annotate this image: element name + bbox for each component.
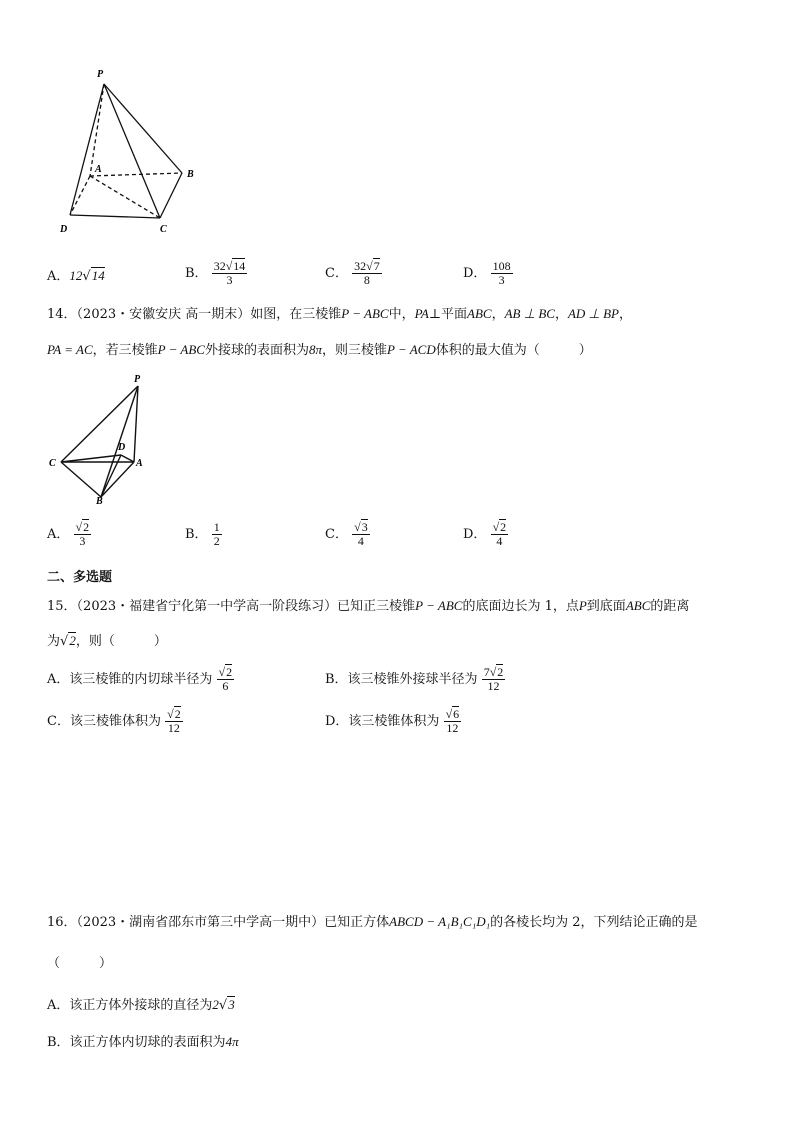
q13-label-c: C: [160, 224, 167, 235]
q13-option-c[interactable]: C． $\frac{32√7}{8}$: [325, 259, 380, 287]
q14-label-b: B: [96, 496, 103, 504]
q14-option-a[interactable]: A． $\frac{√2}{3}$: [47, 520, 90, 548]
q14-label-d: D: [118, 442, 126, 453]
q16-line1: 16．（2023・湖南省邵东市第三中学高一期中）已知正方体ABCD − A₁B₁C₁D₁的各棱长均为 2，下列结论正确的是: [47, 914, 698, 930]
q14-label-p: P: [134, 374, 141, 385]
q14-option-c[interactable]: C． $\frac{√3}{4}$: [325, 520, 368, 548]
q15-line2: 为√2，则（ ）: [47, 633, 167, 649]
q13-label-p: P: [97, 69, 104, 80]
q13-option-d[interactable]: D． $\frac{108}{3}$: [463, 259, 511, 287]
q14-line2: PA = AC，若三棱锥P − ABC外接球的表面积为8π，则三棱锥P − ACD体积的最大值为（ ）: [47, 342, 592, 358]
q16-option-b[interactable]: B．该正方体内切球的表面积为4π: [47, 1034, 239, 1050]
q15-option-b[interactable]: B．该三棱锥外接球半径为 $\frac{7√2}{12}$: [325, 665, 504, 693]
q16-line2: （ ）: [47, 956, 113, 971]
q15-option-d[interactable]: D．该三棱锥体积为 $\frac{√6}{12}$: [325, 707, 460, 735]
q14-label-a: A: [136, 458, 143, 469]
q15-option-c[interactable]: C．该三棱锥体积为 $\frac{√2}{12}$: [47, 707, 181, 735]
q13-label-b: B: [187, 169, 194, 180]
q15-option-a[interactable]: A．该三棱锥的内切球半径为 $\frac{√2}{6}$: [47, 665, 233, 693]
q16-option-a[interactable]: A．该正方体外接球的直径为2√3: [47, 997, 235, 1013]
q13-option-b[interactable]: B． $\frac{32√14}{3}$: [185, 259, 246, 287]
section-heading: 二、多选题: [47, 570, 113, 585]
q13-label-d: D: [60, 224, 68, 235]
q14-figure: [45, 372, 155, 504]
q13-label-a: A: [95, 164, 102, 175]
q14-line1: 14．（2023・安徽安庆 高一期末）如图，在三棱锥P − ABC中，PA⊥平面ABC，AB ⊥ BC，AD ⊥ BP，: [47, 306, 633, 322]
q14-option-b[interactable]: B． $\frac{1}{2}$: [185, 520, 220, 548]
q13-figure: [50, 60, 210, 240]
q14-option-d[interactable]: D． $\frac{√2}{4}$: [463, 520, 507, 548]
q15-line1: 15．（2023・福建省宁化第一中学高一阶段练习）已知正三棱锥P − ABC的底面边长为 1，点P到底面ABC的距离: [47, 598, 690, 614]
q13-option-a[interactable]: A．12√14: [47, 268, 105, 284]
q14-label-c: C: [49, 458, 56, 469]
